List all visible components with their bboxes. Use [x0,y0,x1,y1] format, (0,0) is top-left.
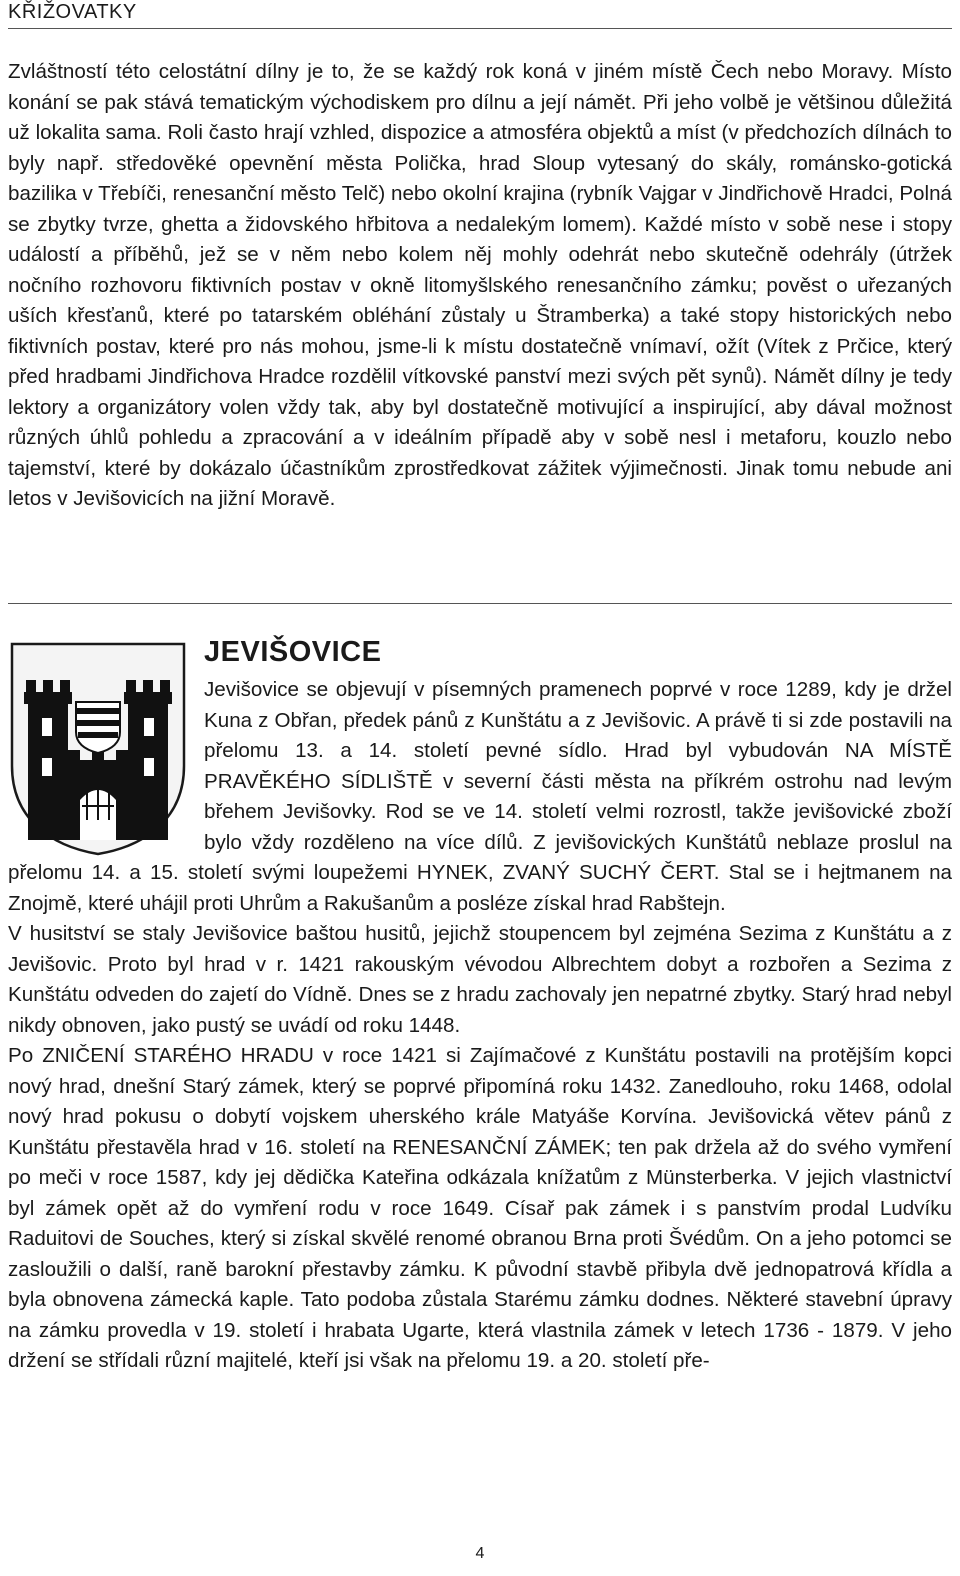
header-divider [8,28,952,29]
section-divider [8,603,952,604]
article-paragraph: Jevišovice se objevují v písemných pramenech poprvé v roce 1289, kdy je držel Kuna z Obřan, předek pánů z Kunštátu a z Jevišovic. A právě ti si zde postavili na přelomu 13. a 14. století pevné sídlo. Hrad byl vybudován NA MÍSTĚ PRAVĚKÉHO SÍDLIŠTĚ v severní části města na příkrém ostrohu nad levým břehem Jevišovky. Rod se ve 14. století velmi rozrostl, takže jevišovické zboží bylo vždy rozděleno na více dílů. Z jevišovických Kunštátů neblaze proslul na přelomu 14. a 15. století svými loupežemi HYNEK, ZVANÝ SUCHÝ ČERT. Stal se i hejtmanem na Znojmě, které uhájil proti Uhrům a Rakušanům a posléze získal hrad Rabštejn. [8,678,952,915]
article-body [8,675,952,1377]
article-paragraph: Po ZNIČENÍ STARÉHO HRADU v roce 1421 si Zajímačové z Kunštátu postavili na protějším kopci nový hrad, dnešní Starý zámek, který se poprvé připomíná roku 1432. Zanedlouho, roku 1468, odolal nový hrad pokusu o dobytí vojskem uherského krále Matyáše Korvína. Jevišovická větev pánů z Kunštátu přestavěla hrad v 16. století na RENESANČNÍ ZÁMEK; ten pak držela až do svého vymření po meči v roce 1587, kdy jej dědička Kateřina odkázala knížatům z Münsterberka. V jejich vlastnictví byl zámek opět až do vymření rodu v roce 1649. Císař pak zámek i s panstvím prodal Ludvíku Raduitovi de Souches, který si získal skvělé renomé obranou Brna proti Švédům. On a jeho potomci se zasloužili o další, raně barokní přestavby zámku. K původní stavbě přibyla dvě jednopatrová křídla a byla obnovena zámecká kaple. Tato podoba zůstala Starému zámku dodnes. Některé stavební úpravy na zámku provedla v 19. století i hrabata Ugarte, která vlastnila zámek v letech 1736 - 1879. V jeho držení se střídali různí majitelé, kteří jsi však na přelomu 19. a 20. století pře- [8,1044,952,1372]
article-paragraph: V husitství se staly Jevišovice baštou husitů, jejichž stoupencem byl zejména Sezima z Kunštátu a z Jevišovic. Proto byl hrad v r. 1421 rakouským vévodou Albrechtem dobyt a rozbořen a Sezima z Kunštátu odveden do zajetí do Vídně. Dnes se z hradu zachovaly jen nepatrné zbytky. Starý hrad nebyl nikdy obnoven, jako pustý se uvádí od roku 1448. [8,922,952,1037]
crest-spacer [8,675,204,858]
intro-paragraph: Zvláštností této celostátní dílny je to, že se každý rok koná v jiném místě Čech nebo Moravy. Místo konání se pak stává tematickým východiskem pro dílnu a její námět. Při jeho volbě je většinou důležitá už lokalita sama. Roli často hrají vzhled, dispozice a atmosféra objektů a míst (v předchozích dílnách to byly např. středověké opevnění města Polička, hrad Sloup vytesaný do skály, románsko-gotická bazilika v Třebíči, renesanční město Telč) nebo okolní krajina (rybník Vajgar v Jindřichově Hradci, Polná se zbytky tvrze, ghetta a židovského hřbitova a nedalekým lomem). Každé místo v sobě nese i stopy událostí a příběhů, jež se v něm nebo kolem něj mohly odehrát nebo skutečně odehrály (útržek nočního rozhovoru fiktivních postav v okně litomyšlského renesančního zámku; pověst o uřezaných uších křesťanů, které po tatarském obléhání zůstaly u Štramberka) a také stopy historických nebo fiktivních postav, které pro nás mohou, jsme-li k místu dostatečně vnímaví, ožít (Vítek z Prčice, který před hradbami Jindřichova Hradce rozdělil vítkovské panství mezi svých pět synů). Námět dílny je tedy lektory a organizátory volen vždy tak, aby byl dostatečně motivující a inspirující, aby dával možnost různých úhlů pohledu a zpracování a v ideálním případě aby v sobě nesl i metaforu, kouzlo nebo tajemství, které by dokázalo účastníkům zprostředkovat zážitek výjimečnosti. Jinak tomu nebude ani letos v Jevišovicích na jižní Moravě. [8,60,952,510]
page-number: 4 [475,1545,485,1562]
section-label: KŘIŽOVATKY [8,1,137,23]
article-title: JEVIŠOVICE [204,636,382,668]
